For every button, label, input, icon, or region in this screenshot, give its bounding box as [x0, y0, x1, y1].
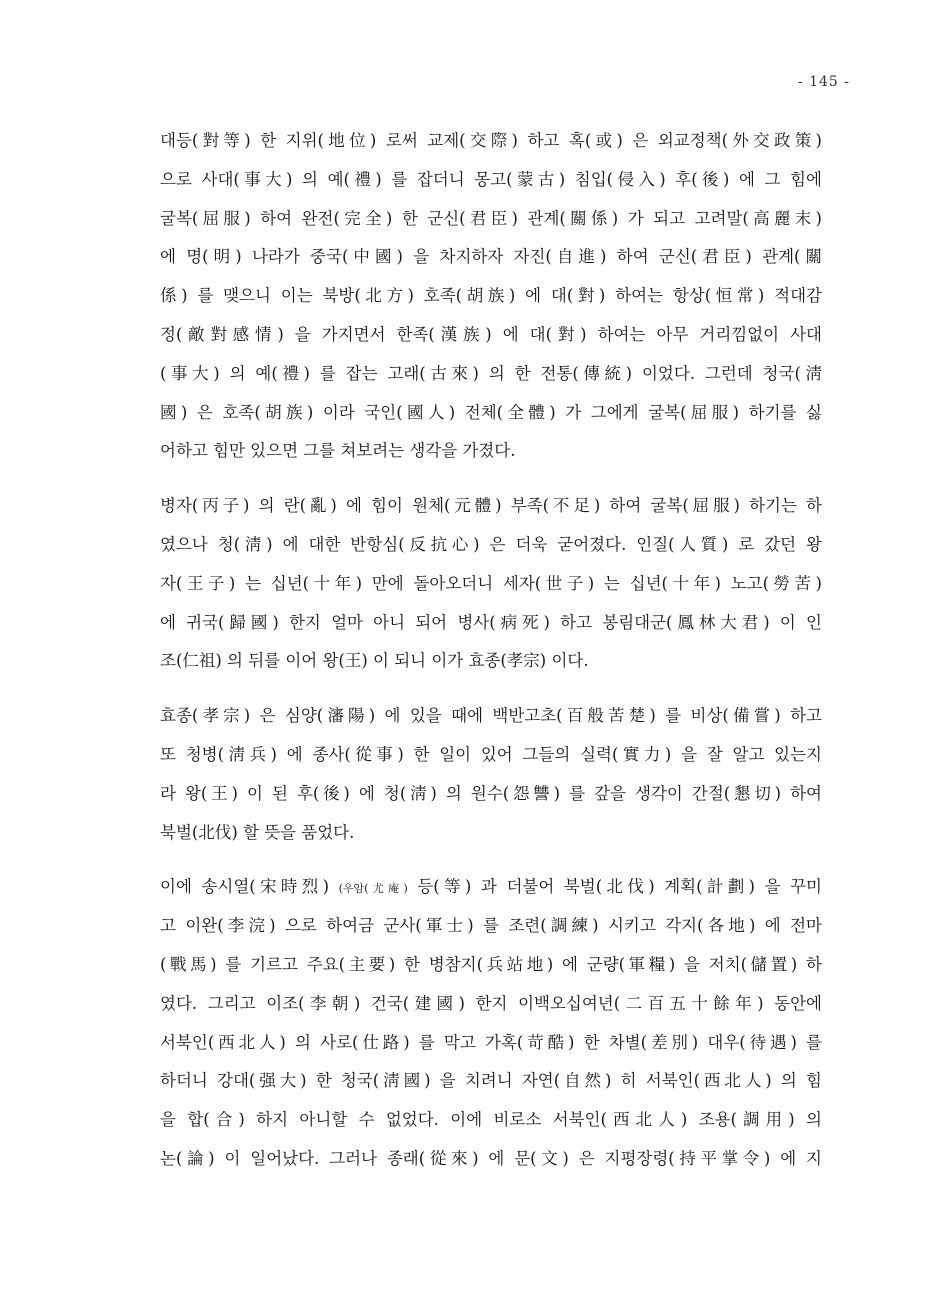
text-line: 係) 를 맺으니 이는 북방(北方) 호족(胡族) 에 대(對) 하여는 항상(恒常) 적대감 [160, 286, 822, 306]
text-line: (戰馬) 를 기르고 주요(主要) 한 병참지(兵站地) 에 군량(軍糧) 을 저치(儲置) 하 [160, 954, 822, 974]
page-number: - 145 - [797, 74, 850, 90]
text-line: 서북인(西北人) 의 사로(仕路) 를 막고 가혹(苛酷) 한 차별(差別) 대우(待遇) 를 [160, 1032, 822, 1052]
text-line: 에 명(明) 나라가 중국(中國) 을 차지하자 자진(自進) 하여 군신(君臣) 관계(關 [160, 247, 822, 267]
text-line: (事大) 의 예(禮) 를 잡는 고래(古來) 의 한 전통(傳統) 이었다. 그런데 청국(淸 [160, 363, 822, 383]
text-line [160, 868, 822, 907]
text-line: 자(王子) 는 십년(十年) 만에 돌아오더니 세자(世子) 는 십년(十年) 노고(勞苦) [160, 573, 822, 593]
text-line: 병자(丙子) 의 란(亂) 에 힘이 원체(元體) 부족(不足) 하여 굴복(屈服) 하기는 하 [160, 496, 822, 516]
text-line: 라 왕(王) 이 된 후(後) 에 청(淸) 의 원수(怨讐) 를 갚을 생각이 간절(懇切) 하여 [160, 783, 822, 803]
text-line: 어하고 힘만 있으면 그를 쳐보려는 생각을 가졌다. [160, 441, 516, 461]
text-line: 정(敵對感情) 을 가지면서 한족(漢族) 에 대(對) 하여는 아무 거리낌없이 사대 [160, 324, 822, 344]
paragraph-1 [160, 122, 822, 471]
text-line: 으로 사대(事大) 의 예(禮) 를 잡더니 몽고(蒙古) 침입(侵入) 후(後) 에 그 힘에 [160, 169, 822, 189]
paragraph-3 [160, 697, 822, 852]
text-line: 였으나 청(淸) 에 대한 반항심(反抗心) 은 더욱 굳어졌다. 인질(人質) 로 갔던 왕 [160, 534, 822, 554]
text-segment: 이에 송시열(宋時烈) [160, 877, 330, 897]
text-line: 조(仁祖) 의 뒤를 이어 왕(王) 이 되니 이가 효종(孝宗) 이다. [160, 651, 589, 671]
text-line: 효종(孝宗) 은 심양(瀋陽) 에 있을 때에 백반고초(百般苦楚) 를 비상(備嘗) 하고 [160, 706, 822, 726]
text-line: 고 이완(李浣) 으로 하여금 군사(軍士) 를 조련(調練) 시키고 각지(各地) 에 전마 [160, 916, 822, 936]
text-line: 하더니 강대(强大) 한 청국(淸國) 을 치려니 자연(自然) 히 서북인(西北人) 의 힘 [160, 1071, 822, 1091]
paragraph-4 [160, 868, 822, 1178]
text-line: 또 청병(淸兵) 에 종사(從事) 한 일이 있어 그들의 실력(實力) 을 잘 알고 있는지 [160, 744, 822, 764]
text-line: 였다. 그리고 이조(李朝) 건국(建國) 한지 이백오십여년(二百五十餘年) 동안에 [160, 993, 822, 1013]
text-line: 논(論) 이 일어났다. 그러나 종래(從來) 에 문(文) 은 지평장령(持平掌令) 에 지 [160, 1148, 822, 1168]
text-line: 을 합(合) 하지 아니할 수 없었다. 이에 비로소 서북인(西北人) 조용(調用) 의 [160, 1110, 822, 1130]
text-line: 에 귀국(歸國) 한지 얼마 아니 되어 병사(病死) 하고 봉림대군(鳳林大君) 이 인 [160, 612, 822, 632]
document-body [160, 122, 822, 1195]
text-line: 國) 은 호족(胡族) 이라 국인(國人) 전체(全體) 가 그에게 굴복(屈服) 하기를 싫 [160, 402, 822, 422]
text-line: 굴복(屈服) 하여 완전(完全) 한 군신(君臣) 관계(關係) 가 되고 고려말(高麗末) [160, 208, 822, 228]
text-line: 북벌(北伐) 할 뜻을 품었다. [160, 822, 355, 842]
text-line: 대등(對等) 한 지위(地位) 로써 교제(交際) 하고 혹(或) 은 외교정책(外交政策) [160, 131, 822, 150]
small-annotation: (우암(尤庵) [338, 882, 408, 896]
text-segment: 등(等) 과 더불어 북벌(北伐) 계획(計劃) 을 꾸미 [417, 877, 822, 897]
paragraph-2 [160, 487, 822, 681]
